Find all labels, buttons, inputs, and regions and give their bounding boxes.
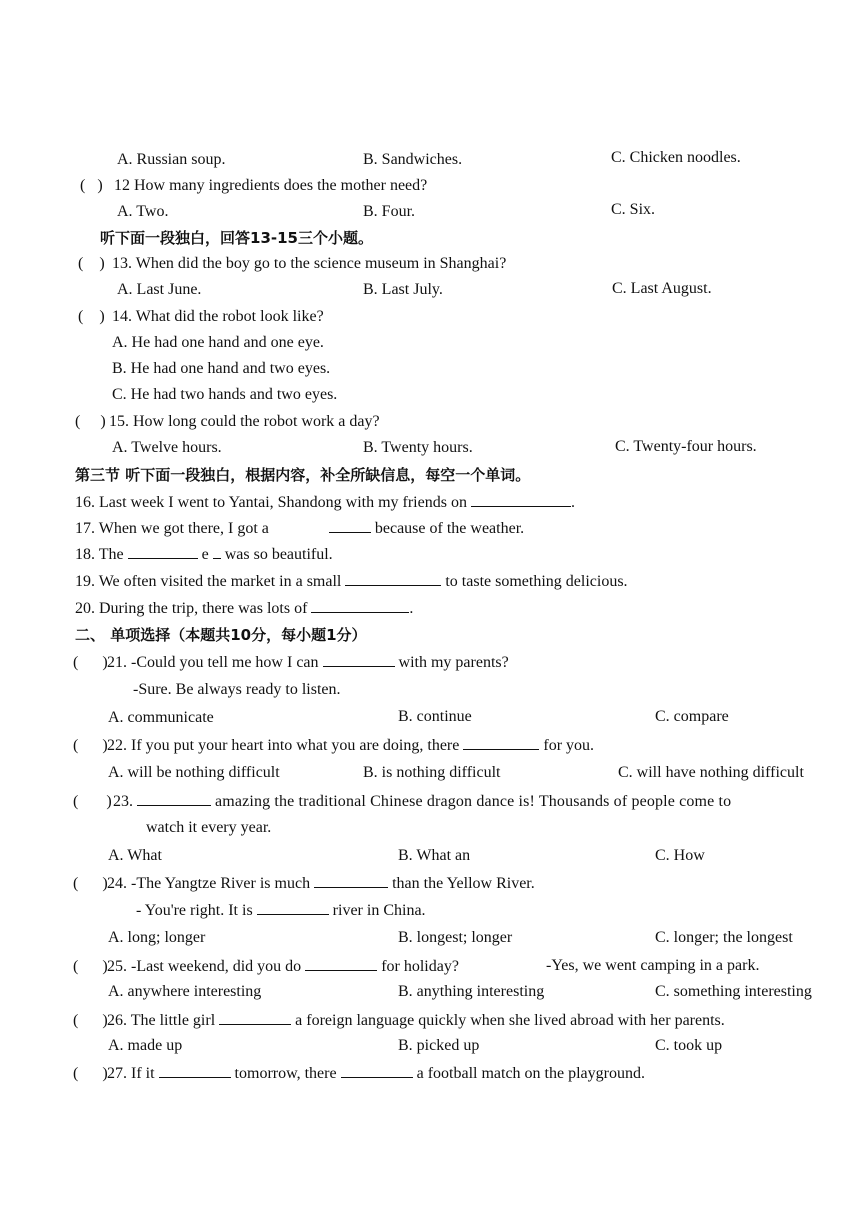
option-c: C. something interesting [655, 983, 812, 1000]
answer-blank[interactable] [137, 791, 211, 806]
question-text: 14. What did the robot look like? [112, 308, 324, 325]
option-b: B. anything interesting [398, 983, 545, 1000]
answer-paren: ( ) [78, 308, 105, 325]
answer-paren: ( ) [73, 875, 108, 892]
answer-blank[interactable] [463, 735, 539, 750]
question-27: ( )27. If it tomorrow, there a football match on the playground. [73, 1065, 645, 1082]
answer-blank[interactable] [305, 956, 377, 971]
option-c: C. longer; the longest [655, 929, 793, 946]
answer-blank[interactable] [219, 1010, 291, 1025]
question-25: ( )25. -Last weekend, did you do for holiday? [73, 958, 459, 975]
option-a: A. made up [108, 1037, 183, 1054]
option-a: A. He had one hand and one eye. [112, 334, 324, 351]
option-c: C. compare [655, 708, 729, 725]
question-continuation: watch it every year. [146, 819, 272, 836]
option-b: B. is nothing difficult [363, 764, 501, 781]
section-3-title: 第三节 听下面一段独白，根据内容，补全所缺信息，每空一个单词。 [75, 466, 531, 484]
dialogue-reply: -Yes, we went camping in a park. [546, 957, 760, 974]
option-b: B. longest; longer [398, 929, 513, 946]
option-b: B. Four. [363, 203, 416, 220]
option-b: B. picked up [398, 1037, 480, 1054]
answer-blank[interactable] [159, 1063, 231, 1078]
answer-blank[interactable] [323, 652, 395, 667]
option-b: B. Last July. [363, 281, 443, 298]
question-23: ( )23. amazing the traditional Chinese dragon dance is! Thousands of people come to [73, 793, 732, 810]
question-text: 12 How many ingredients does the mother need? [114, 177, 428, 194]
option-c: C. Chicken noodles. [611, 149, 741, 166]
answer-paren: ( ) [75, 413, 106, 430]
part-2-title: 二、 单项选择（本题共10分，每小题1分） [75, 626, 367, 644]
fill-item-19: 19. We often visited the market in a small to taste something delicious. [75, 573, 628, 590]
dialogue-reply: -Sure. Be always ready to listen. [133, 681, 341, 698]
option-b: B. continue [398, 708, 472, 725]
option-a: A. Two. [117, 203, 169, 220]
option-c: C. He had two hands and two eyes. [112, 386, 338, 403]
fill-item-20: 20. During the trip, there was lots of . [75, 600, 414, 617]
question-26: ( )26. The little girl a foreign language quickly when she lived abroad with her parents. [73, 1012, 725, 1029]
option-b: B. Twenty hours. [363, 439, 473, 456]
question-15 [75, 412, 380, 432]
option-c: C. will have nothing difficult [618, 764, 804, 781]
question-text: 15. How long could the robot work a day? [109, 413, 380, 430]
option-c: C. Twenty-four hours. [615, 438, 757, 455]
question-13 [78, 254, 506, 274]
option-a: A. What [108, 847, 162, 864]
answer-blank[interactable] [311, 598, 409, 613]
letter-hint: e [201, 546, 209, 563]
option-c: C. took up [655, 1037, 723, 1054]
answer-paren: ( ) [73, 958, 108, 975]
answer-paren: ( ) [73, 654, 108, 671]
answer-blank[interactable] [128, 544, 198, 559]
answer-blank[interactable] [345, 571, 441, 586]
option-a: A. anywhere interesting [108, 983, 262, 1000]
option-a: A. will be nothing difficult [108, 764, 280, 781]
answer-paren: ( ) [73, 1012, 108, 1029]
monologue-instruction: 听下面一段独白，回答13-15三个小题。 [100, 229, 373, 247]
option-a: A. Russian soup. [117, 151, 226, 168]
question-22: ( )22. If you put your heart into what you are doing, there for you. [73, 737, 595, 754]
fill-item-17: 17. When we got there, I got a because of the weather. [75, 520, 525, 537]
answer-paren: ( ) [80, 177, 103, 194]
option-c: C. How [655, 847, 705, 864]
answer-blank[interactable] [341, 1063, 413, 1078]
answer-paren: ( ) [73, 737, 108, 754]
option-a: A. long; longer [108, 929, 206, 946]
question-12 [80, 176, 427, 196]
option-b: B. What an [398, 847, 471, 864]
question-text: 13. When did the boy go to the science museum in Shanghai? [112, 255, 507, 272]
answer-blank[interactable] [471, 492, 571, 507]
option-c: C. Six. [611, 201, 656, 218]
option-c: C. Last August. [612, 280, 712, 297]
option-a: A. communicate [108, 709, 214, 726]
question-21: ( )21. -Could you tell me how I can with my parents? [73, 654, 509, 671]
question-24: ( )24. -The Yangtze River is much than the Yellow River. [73, 875, 535, 892]
answer-blank[interactable] [257, 900, 329, 915]
option-b: B. He had one hand and two eyes. [112, 360, 331, 377]
option-a: A. Twelve hours. [112, 439, 222, 456]
question-14 [78, 307, 324, 327]
answer-paren: ( ) [73, 793, 112, 810]
answer-blank[interactable] [314, 873, 388, 888]
fill-item-18: 18. The e was so beautiful. [75, 546, 333, 563]
option-a: A. Last June. [117, 281, 202, 298]
option-b: B. Sandwiches. [363, 151, 463, 168]
answer-blank[interactable] [213, 544, 221, 559]
dialogue-reply: - You're right. It is river in China. [136, 902, 426, 919]
answer-blank[interactable] [329, 518, 371, 533]
answer-paren: ( ) [78, 255, 105, 272]
answer-paren: ( ) [73, 1065, 108, 1082]
fill-item-16: 16. Last week I went to Yantai, Shandong with my friends on . [75, 494, 575, 511]
